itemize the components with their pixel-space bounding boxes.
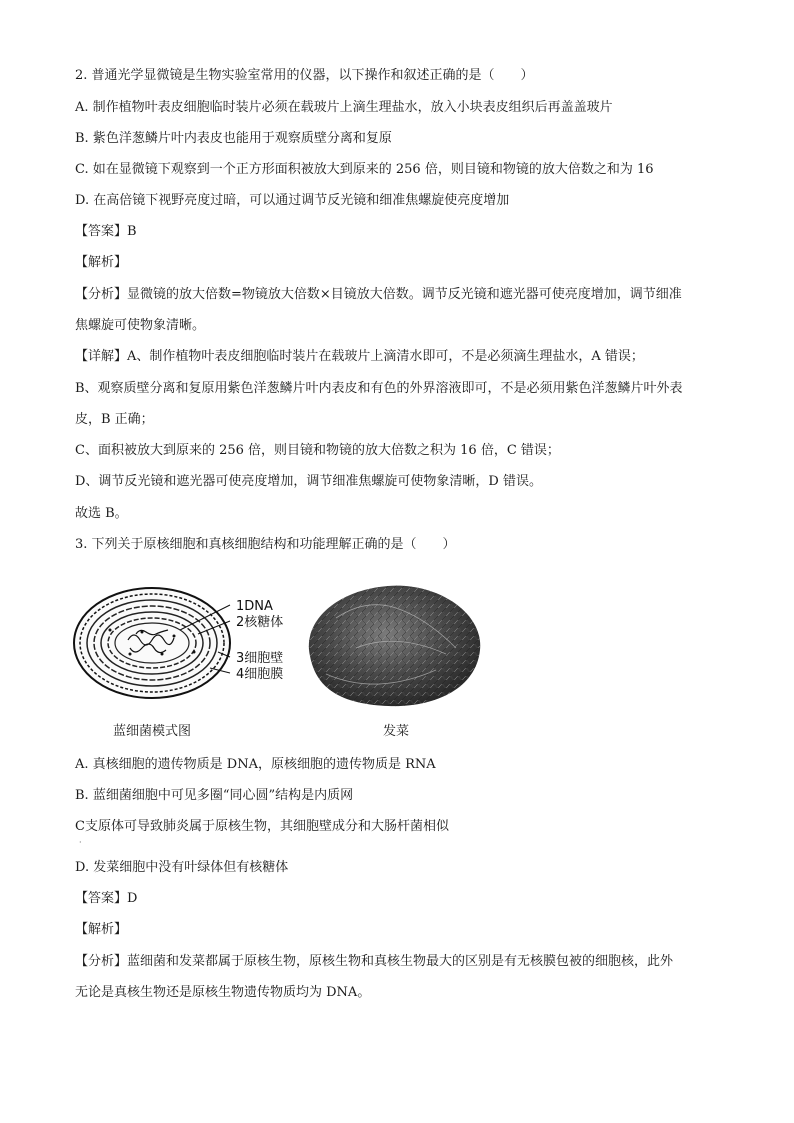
q2-option-b: B. 紫色洋葱鳞片叶内表皮也能用于观察质壁分离和复原 [75, 131, 392, 146]
q3-option-b: B. 蓝细菌细胞中可见多圈“同心圆”结构是内质网 [75, 788, 354, 803]
q2-option-a: A. 制作植物叶表皮细胞临时装片必须在载玻片上滴生理盐水，放入小块表皮组织后再盖盖玻片 [75, 100, 613, 115]
q2-answer: 【答案】B [75, 224, 137, 239]
q2-analysis-line-1: 【分析】显微镜的放大倍数=物镜放大倍数×目镜放大倍数。调节反光镜和遮光器可使亮度增加，调节细准 [75, 287, 682, 302]
caption-nostoc: 发菜 [383, 724, 410, 739]
label-ribosome: 2核糖体 [236, 615, 284, 630]
caption-cyanobacteria: 蓝细菌模式图 [113, 724, 192, 739]
label-cell-wall: 3细胞壁 [236, 651, 284, 666]
q2-detail-line-5: D、调节反光镜和遮光器可使亮度增加，调节细准焦螺旋可使物象清晰，D 错误。 [75, 474, 542, 489]
label-cell-membrane: 4细胞膜 [236, 667, 284, 682]
q3-stem: 3. 下列关于原核细胞和真核细胞结构和功能理解正确的是（ ） [75, 537, 456, 552]
q3-option-c: C支原体可导致肺炎属于原核生物，其细胞壁成分和大肠杆菌相似 [75, 819, 449, 834]
q3-analysis-line-2: 无论是真核生物还是原核生物遗传物质均为 DNA。 [75, 985, 371, 1000]
q3-analysis-line-1: 【分析】蓝细菌和发菜都属于原核生物，原核生物和真核生物最大的区别是有无核膜包被的细胞核，此外 [75, 954, 674, 969]
q3-option-d: D. 发菜细胞中没有叶绿体但有核糖体 [75, 860, 289, 875]
q2-analysis-heading: 【解析】 [75, 255, 128, 270]
q2-stem: 2. 普通光学显微镜是生物实验室常用的仪器，以下操作和叙述正确的是（ ） [75, 68, 534, 83]
q2-option-c: C. 如在显微镜下观察到一个正方形面积被放大到原来的 256 倍，则目镜和物镜的放大倍数之和为 16 [75, 162, 654, 177]
q2-detail-line-2: B、观察质壁分离和复原用紫色洋葱鳞片叶内表皮和有色的外界溶液即可，不是必须用紫色洋葱鳞片叶外表 [75, 381, 683, 396]
q2-option-d: D. 在高倍镜下视野亮度过暗，可以通过调节反光镜和细准焦螺旋使亮度增加 [75, 193, 510, 208]
q3-option-a: A. 真核细胞的遗传物质是 DNA，原核细胞的遗传物质是 RNA [75, 757, 436, 772]
q2-detail-line-4: C、面积被放大到原来的 256 倍，则目镜和物镜的放大倍数之积为 16 倍，C 错误； [75, 443, 560, 458]
q2-conclusion: 故选 B。 [75, 506, 128, 521]
cyanobacteria-diagram [70, 580, 310, 710]
stray-dot: · [79, 838, 82, 847]
nostoc-image [296, 578, 488, 712]
q3-answer: 【答案】D [75, 891, 138, 906]
label-dna: 1DNA [236, 599, 273, 614]
q2-detail-line-1: 【详解】A、制作植物叶表皮细胞临时装片在载玻片上滴清水即可，不是必须滴生理盐水，A 错误； [75, 349, 644, 364]
q2-analysis-line-2: 焦螺旋可使物象清晰。 [75, 318, 206, 333]
q2-detail-line-3: 皮，B 正确； [75, 412, 154, 427]
q3-analysis-heading: 【解析】 [75, 922, 128, 937]
